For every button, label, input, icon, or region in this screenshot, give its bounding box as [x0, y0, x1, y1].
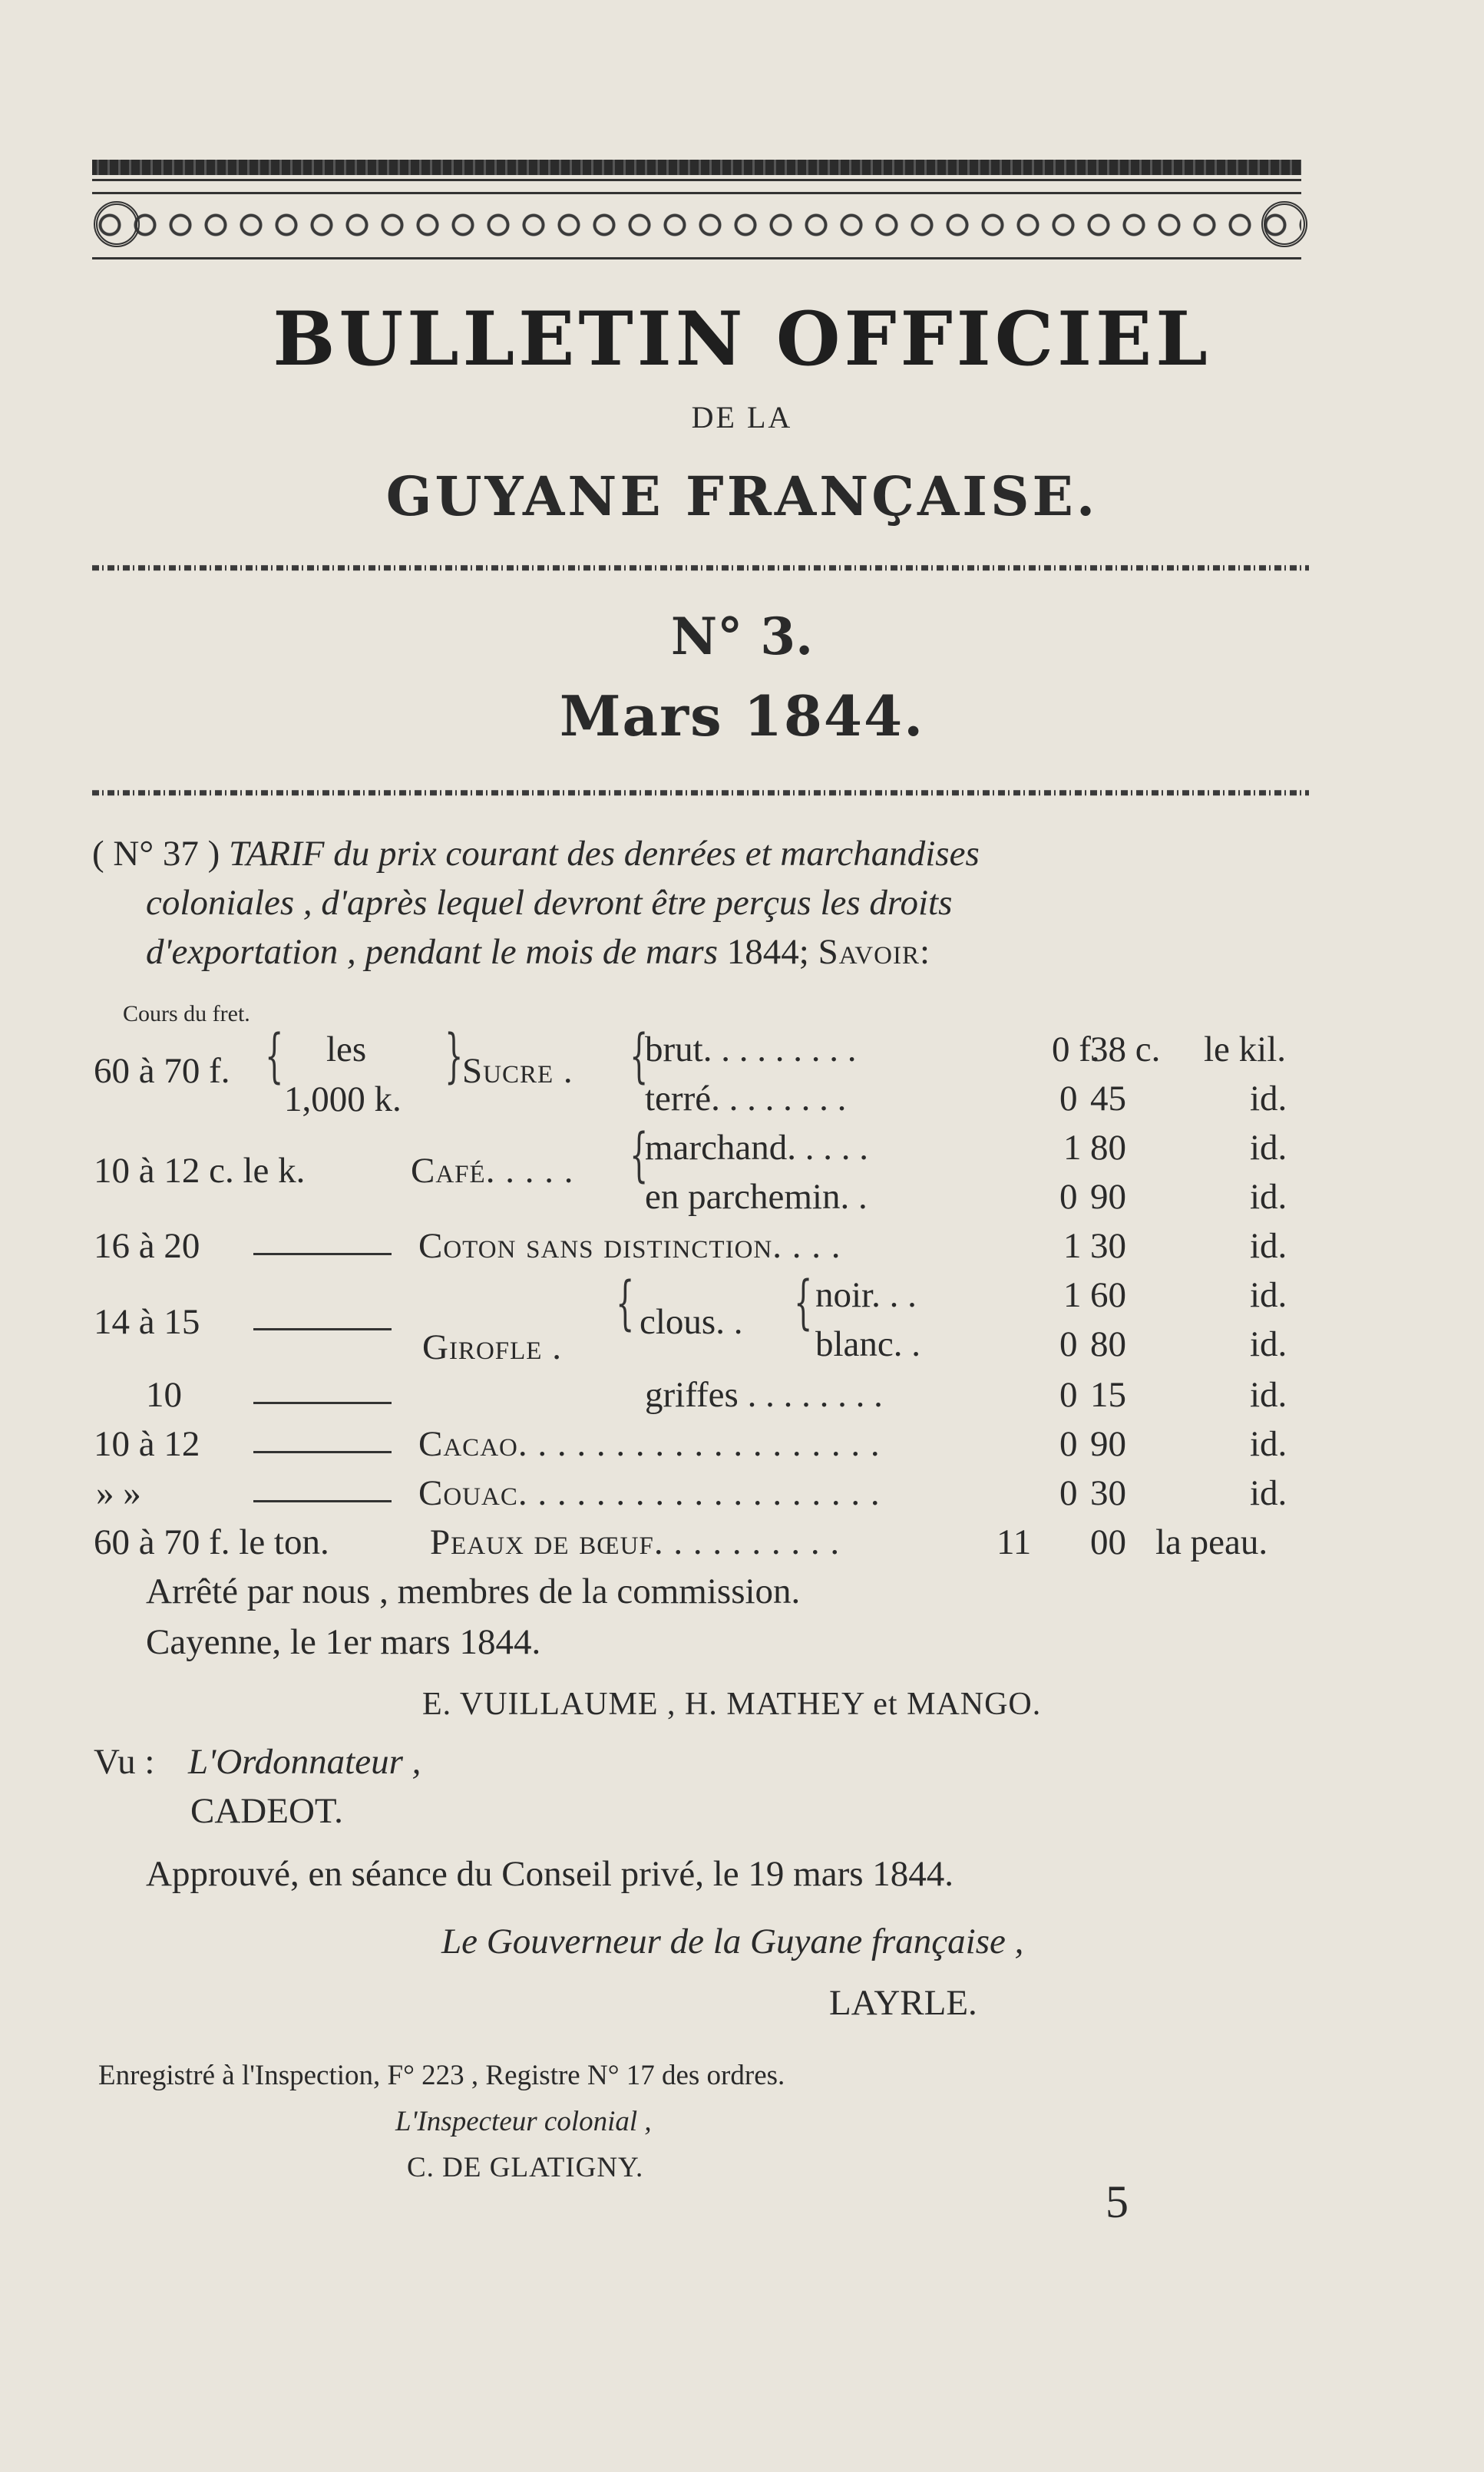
peaux-freight: 60 à 70 f. le ton.	[94, 1522, 329, 1562]
header-ornament	[92, 192, 1301, 259]
bulletin-title: BULLETIN OFFICIEL	[273, 296, 1211, 382]
header-band	[92, 160, 1301, 175]
arrete-line: Arrêté par nous , membres de la commission.	[146, 1571, 801, 1611]
couac-cents: 30	[1090, 1473, 1126, 1513]
issue-number: N° 3.	[670, 606, 814, 666]
sucre-brut-francs: 0 f.	[1052, 1029, 1100, 1069]
place-date: Cayenne, le 1er mars 1844.	[146, 1622, 541, 1662]
girofle-noir-francs: 1	[1063, 1275, 1082, 1315]
ordonnateur-title: L'Ordonnateur ,	[188, 1742, 421, 1782]
cafe-label: Café. . . . .	[411, 1151, 574, 1191]
act-number: ( N° 37 )	[92, 834, 220, 874]
cacao-label: Cacao. . . . . . . . . . . . . . . . . . .	[418, 1424, 881, 1464]
freight-header: Cours du fret.	[123, 1001, 250, 1026]
brace-4: {	[630, 1120, 649, 1188]
bulletin-de-la: DE LA	[691, 400, 793, 435]
cacao-dash	[253, 1451, 392, 1453]
cafe-parchemin-label: en parchemin. .	[645, 1177, 868, 1217]
brace-2: }	[445, 1021, 464, 1089]
sucre-terre-unit: id.	[1250, 1079, 1287, 1119]
peaux-francs: 11	[996, 1522, 1032, 1562]
girofle-noir-label: noir. . .	[815, 1275, 917, 1315]
wavy-rule-top	[92, 562, 1309, 573]
sucre-unit-top: les	[326, 1029, 367, 1069]
cacao-freight: 10 à 12	[94, 1424, 200, 1464]
brace-1: {	[265, 1021, 284, 1089]
brace-5: {	[616, 1268, 635, 1337]
inspecteur-name: C. DE GLATIGNY.	[407, 2152, 644, 2183]
girofle-noir-unit: id.	[1250, 1275, 1287, 1315]
brace-3: {	[630, 1021, 649, 1089]
sucre-unit-bottom: 1,000 k.	[284, 1079, 402, 1119]
girofle-griffes-unit: id.	[1250, 1375, 1287, 1415]
couac-dash	[253, 1500, 392, 1502]
girofle-label: Girofle .	[422, 1327, 562, 1367]
cafe-parchemin-cents: 90	[1090, 1177, 1126, 1217]
couac-label: Couac. . . . . . . . . . . . . . . . . . .	[418, 1473, 881, 1513]
coton-dash	[253, 1253, 392, 1255]
girofle-griffes-cents: 15	[1090, 1375, 1126, 1415]
girofle-dash-2	[253, 1402, 392, 1404]
girofle-freight-clous: 14 à 15	[94, 1302, 200, 1342]
girofle-griffes-francs: 0	[1059, 1375, 1078, 1415]
vu-label: Vu :	[94, 1742, 155, 1782]
girofle-blanc-cents: 80	[1090, 1324, 1126, 1364]
approval-line: Approuvé, en séance du Conseil privé, le 19 mars 1844.	[146, 1854, 954, 1894]
girofle-blanc-francs: 0	[1059, 1324, 1078, 1364]
cafe-freight: 10 à 12 c. le k.	[94, 1151, 306, 1191]
cafe-parchemin-unit: id.	[1250, 1177, 1287, 1217]
girofle-blanc-label: blanc. .	[815, 1324, 921, 1364]
sucre-terre-cents: 45	[1090, 1079, 1126, 1119]
girofle-noir-cents: 60	[1090, 1275, 1126, 1315]
cafe-marchand-francs: 1	[1063, 1128, 1082, 1168]
registration-line: Enregistré à l'Inspection, F° 223 , Registre N° 17 des ordres.	[98, 2060, 785, 2091]
ornament-rosette-right	[1261, 201, 1307, 247]
cafe-parchemin-francs: 0	[1059, 1177, 1078, 1217]
cafe-marchand-unit: id.	[1250, 1128, 1287, 1168]
gouverneur-title: Le Gouverneur de la Guyane française ,	[441, 1922, 1024, 1961]
bulletin-subtitle: GUYANE FRANÇAISE.	[385, 464, 1099, 528]
intro-year: 1844;	[726, 932, 809, 972]
couac-freight: » »	[96, 1473, 141, 1513]
gouverneur-name: LAYRLE.	[829, 1983, 977, 2023]
cacao-francs: 0	[1059, 1424, 1078, 1464]
sucre-brut-unit: le kil.	[1204, 1029, 1287, 1069]
sucre-brut-cents: 38 c.	[1090, 1029, 1161, 1069]
coton-label: Coton sans distinction. . . .	[418, 1226, 841, 1266]
coton-freight: 16 à 20	[94, 1226, 200, 1266]
issue-date: Mars 1844.	[559, 683, 925, 749]
peaux-label: Peaux de bœuf. . . . . . . . . .	[430, 1522, 841, 1562]
ornament-rosette-left	[94, 201, 140, 247]
girofle-griffes-label: griffes . . . . . . . .	[645, 1375, 883, 1415]
intro-line-2: coloniales , d'après lequel devront être perçus les droits	[146, 883, 953, 923]
girofle-freight-griffes: 10	[146, 1375, 182, 1415]
girofle-dash-1	[253, 1328, 392, 1330]
cafe-marchand-cents: 80	[1090, 1128, 1126, 1168]
peaux-cents: 00	[1090, 1522, 1126, 1562]
intro-savoir: Savoir:	[818, 932, 931, 972]
intro-line-1: TARIF du prix courant des denrées et marchandises	[229, 834, 980, 874]
page-number: 5	[1106, 2176, 1129, 2227]
girofle-blanc-unit: id.	[1250, 1324, 1287, 1364]
brace-6: {	[794, 1267, 813, 1336]
sucre-terre-label: terré. . . . . . . .	[645, 1079, 847, 1119]
inspecteur-title: L'Inspecteur colonial ,	[395, 2106, 652, 2137]
commission-signatures: E. VUILLAUME , H. MATHEY et MANGO.	[422, 1687, 1042, 1722]
couac-unit: id.	[1250, 1473, 1287, 1513]
cacao-unit: id.	[1250, 1424, 1287, 1464]
tariff-intro	[92, 829, 1320, 977]
wavy-rule-bottom	[92, 787, 1309, 798]
cacao-cents: 90	[1090, 1424, 1126, 1464]
sucre-brut-label: brut. . . . . . . . .	[645, 1029, 857, 1069]
ordonnateur-name: CADEOT.	[190, 1791, 343, 1831]
peaux-unit: la peau.	[1155, 1522, 1268, 1562]
sucre-terre-francs: 0	[1059, 1079, 1078, 1119]
header-rule	[92, 179, 1301, 181]
coton-cents: 30	[1090, 1226, 1126, 1266]
cafe-marchand-label: marchand. . . . .	[645, 1128, 869, 1168]
coton-unit: id.	[1250, 1226, 1287, 1266]
girofle-clous-label: clous. .	[640, 1302, 743, 1342]
sucre-freight: 60 à 70 f.	[94, 1051, 230, 1091]
couac-francs: 0	[1059, 1473, 1078, 1513]
coton-francs: 1	[1063, 1226, 1082, 1266]
intro-line-3: d'exportation , pendant le mois de mars	[146, 932, 719, 972]
sucre-label: Sucre .	[462, 1051, 573, 1091]
